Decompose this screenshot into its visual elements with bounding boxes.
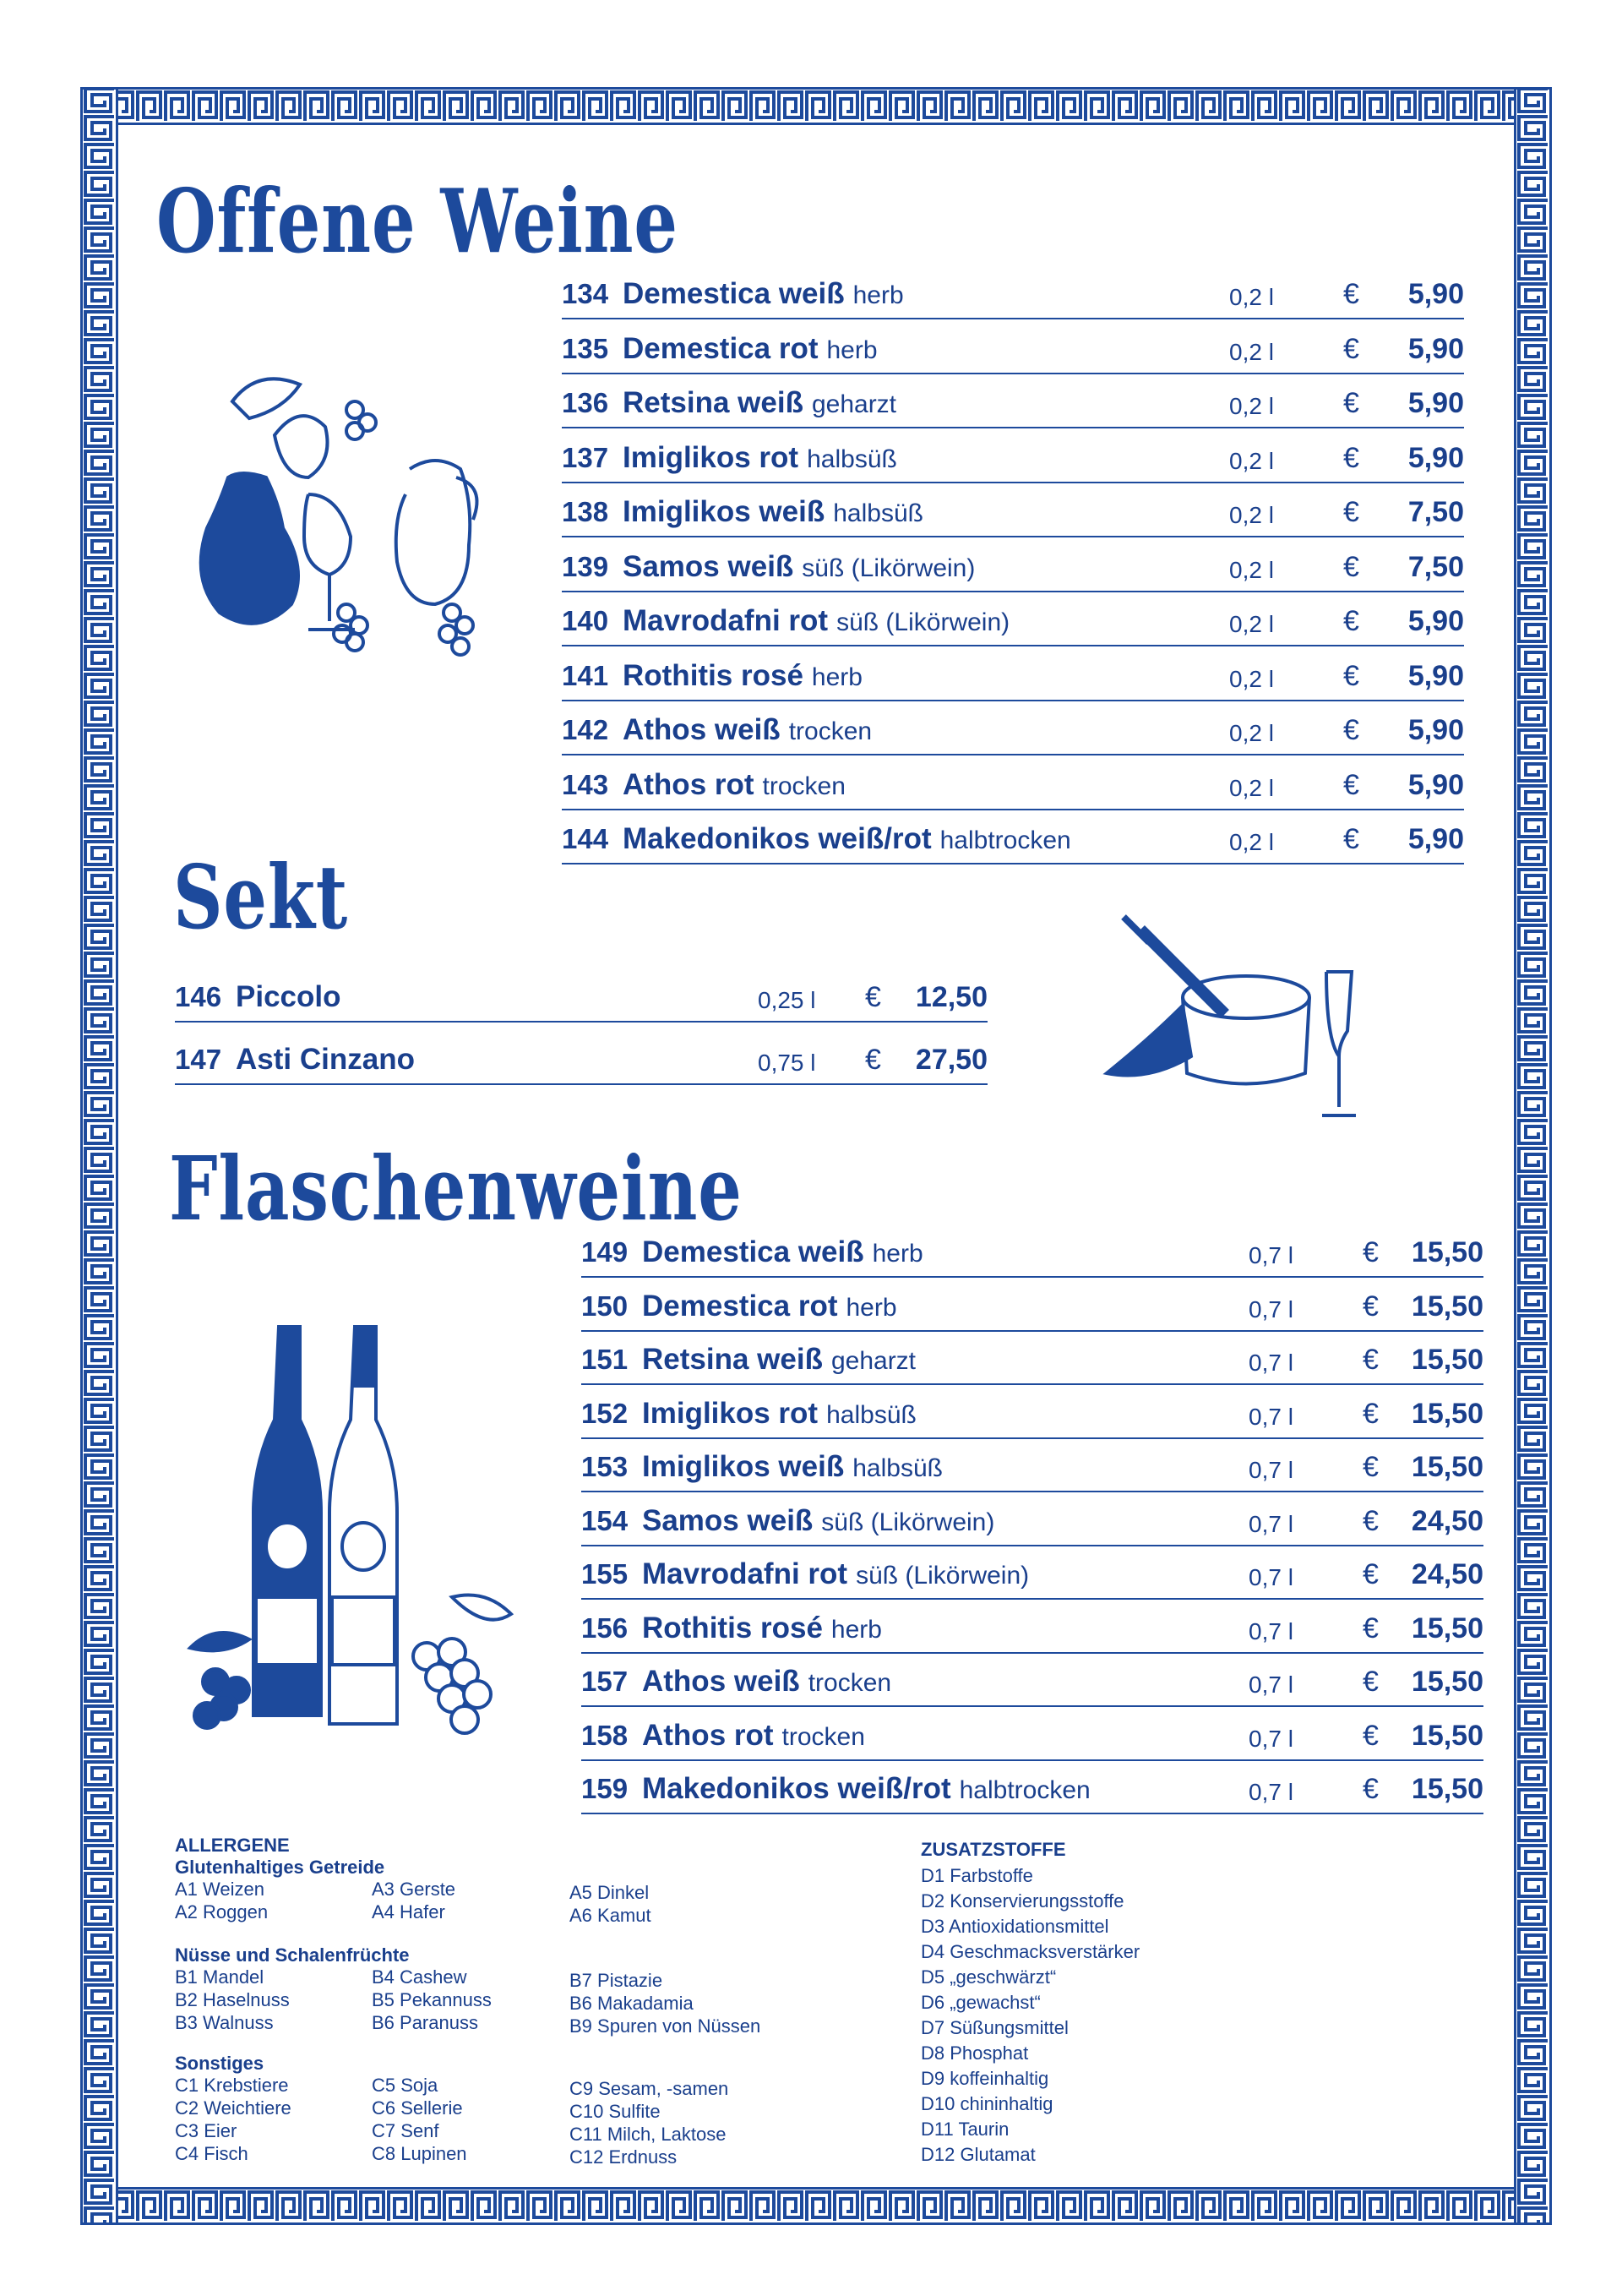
item-description: trocken — [781, 1722, 865, 1751]
offene-weine-title: Offene Weine — [156, 169, 678, 273]
item-price: 24,50 — [1411, 1504, 1483, 1537]
item-number: 138 — [562, 496, 609, 527]
menu-row-text — [562, 495, 923, 529]
item-price: 15,50 — [1411, 1290, 1483, 1323]
item-number: 156 — [581, 1612, 629, 1644]
item-description: halbtrocken — [939, 826, 1071, 854]
item-number: 154 — [581, 1504, 629, 1536]
currency-symbol: € — [1343, 659, 1359, 692]
item-name: Mavrodafni rot — [623, 604, 829, 637]
currency-symbol: € — [1363, 1773, 1379, 1805]
item-number: 153 — [581, 1451, 629, 1482]
item-number: 144 — [562, 823, 609, 854]
zusatzstoff-item: D12 Glutamat — [921, 2144, 1036, 2165]
item-price: 27,50 — [915, 1044, 988, 1076]
menu-row — [581, 1496, 1483, 1546]
item-volume: 0,2 l — [1229, 447, 1274, 474]
item-number: 140 — [562, 605, 609, 636]
menu-row-text — [562, 713, 872, 747]
item-volume: 0,2 l — [1229, 665, 1274, 692]
menu-row — [581, 1549, 1483, 1600]
menu-row — [562, 542, 1464, 592]
item-number: 151 — [581, 1344, 629, 1375]
item-description: herb — [830, 1615, 882, 1644]
allergen-item: B5 Pekannuss — [372, 1989, 492, 2010]
allergen-item: B4 Cashew — [372, 1966, 467, 1988]
item-name: Athos weiß — [623, 713, 781, 746]
item-number: 150 — [581, 1290, 629, 1322]
item-description: geharzt — [811, 390, 897, 418]
zusatzstoff-item: D9 koffeinhaltig — [921, 2068, 1049, 2089]
zusatzstoffe-list — [921, 1863, 1140, 2168]
item-name: Rothitis rosé — [642, 1611, 823, 1644]
item-number: 158 — [581, 1719, 629, 1751]
item-number: 142 — [562, 714, 609, 745]
currency-symbol: € — [1363, 1612, 1379, 1644]
item-name: Demestica rot — [642, 1289, 838, 1323]
item-name: Imiglikos weiß — [623, 495, 825, 528]
menu-row — [581, 1227, 1483, 1278]
allergen-item: A3 Gerste — [372, 1879, 456, 1900]
item-description: trocken — [808, 1669, 892, 1697]
allergen-item: B6 Paranuss — [372, 2012, 478, 2033]
currency-symbol: € — [1363, 1397, 1379, 1430]
item-description: halbsüß — [833, 499, 923, 527]
item-price: 5,90 — [1407, 768, 1464, 801]
currency-symbol: € — [1343, 714, 1359, 746]
currency-symbol: € — [1363, 1666, 1379, 1698]
item-description: halbsüß — [807, 444, 897, 473]
item-volume: 0,2 l — [1229, 829, 1274, 855]
allergen-item: C8 Lupinen — [372, 2143, 467, 2164]
item-volume: 0,7 l — [1249, 1725, 1293, 1752]
menu-row-text — [581, 1719, 865, 1753]
allergen-item: C11 Milch, Laktose — [569, 2124, 727, 2145]
champagne-bucket-icon — [1098, 913, 1377, 1141]
item-name: Samos weiß — [623, 549, 794, 583]
menu-row — [562, 378, 1464, 428]
zusatzstoff-item: D11 Taurin — [921, 2119, 1010, 2140]
item-description: halbsüß — [826, 1400, 917, 1429]
item-description: herb — [852, 281, 904, 309]
item-number: 155 — [581, 1558, 629, 1590]
item-price: 12,50 — [915, 981, 988, 1013]
zusatzstoff-item: D4 Geschmacksverstärker — [921, 1941, 1140, 1962]
item-name: Asti Cinzano — [236, 1043, 415, 1076]
menu-row-text — [581, 1397, 917, 1431]
allergen-column — [569, 1969, 760, 2037]
allergen-column — [372, 1966, 492, 2034]
menu-row-text — [581, 1450, 943, 1484]
item-price: 5,90 — [1407, 441, 1464, 474]
item-number: 137 — [562, 441, 609, 473]
item-price: 15,50 — [1411, 1719, 1483, 1752]
item-volume: 0,2 l — [1229, 393, 1274, 419]
currency-symbol: € — [1343, 496, 1359, 528]
item-description: halbsüß — [852, 1454, 943, 1482]
border-top — [80, 87, 1552, 125]
zusatzstoff-item: D6 „gewachst“ — [921, 1992, 1041, 2013]
item-price: 5,90 — [1407, 714, 1464, 746]
allergen-group-title: Glutenhaltiges Getreide — [175, 1857, 385, 1878]
item-volume: 0,2 l — [1229, 338, 1274, 365]
allergen-column — [569, 1881, 651, 1927]
allergen-column — [175, 1878, 268, 1923]
item-description: geharzt — [830, 1347, 917, 1375]
border-bottom — [80, 2187, 1552, 2225]
currency-symbol: € — [1343, 605, 1359, 637]
item-number: 147 — [175, 1044, 222, 1075]
menu-row-text — [562, 332, 878, 366]
item-price: 15,50 — [1411, 1451, 1483, 1483]
menu-row — [581, 1334, 1483, 1385]
item-price: 7,50 — [1407, 496, 1464, 528]
currency-symbol: € — [1363, 1344, 1379, 1376]
item-price: 5,90 — [1407, 823, 1464, 855]
item-number: 141 — [562, 659, 609, 691]
zusatzstoff-item: D1 Farbstoffe — [921, 1865, 1033, 1886]
allergen-item: C6 Sellerie — [372, 2097, 463, 2119]
item-number: 159 — [581, 1773, 629, 1804]
menu-row-text — [562, 441, 897, 475]
menu-row-text — [562, 659, 863, 693]
menu-row — [562, 269, 1464, 319]
item-number: 143 — [562, 768, 609, 800]
menu-row-text — [562, 550, 975, 584]
allergen-column — [372, 1878, 455, 1923]
item-name: Samos weiß — [642, 1503, 814, 1537]
allergen-item: B2 Haselnuss — [175, 1989, 290, 2010]
currency-symbol: € — [865, 981, 881, 1013]
allergen-group-title: Sonstiges — [175, 2053, 264, 2074]
item-description: trocken — [762, 772, 846, 800]
currency-symbol: € — [1363, 1290, 1379, 1323]
item-name: Makedonikos weiß/rot — [642, 1772, 951, 1805]
allergen-item: B9 Spuren von Nüssen — [569, 2015, 761, 2037]
item-name: Athos weiß — [642, 1665, 800, 1698]
currency-symbol: € — [1363, 1504, 1379, 1537]
currency-symbol: € — [1343, 441, 1359, 474]
zusatzstoffe-title: ZUSATZSTOFFE — [921, 1839, 1066, 1860]
item-price: 5,90 — [1407, 278, 1464, 310]
item-name: Demestica weiß — [623, 277, 845, 310]
item-volume: 0,7 l — [1249, 1510, 1293, 1537]
currency-symbol: € — [1343, 823, 1359, 855]
allergen-item: A1 Weizen — [175, 1879, 264, 1900]
menu-row — [562, 433, 1464, 483]
zusatzstoff-item: D2 Konservierungsstoffe — [921, 1890, 1124, 1912]
menu-row — [175, 1034, 988, 1085]
menu-row — [581, 1442, 1483, 1492]
item-volume: 0,7 l — [1249, 1350, 1293, 1376]
item-volume: 0,7 l — [1249, 1617, 1293, 1644]
menu-row — [581, 1764, 1483, 1814]
item-price: 24,50 — [1411, 1558, 1483, 1590]
item-number: 146 — [175, 981, 222, 1012]
currency-symbol: € — [1343, 332, 1359, 365]
item-price: 15,50 — [1411, 1612, 1483, 1644]
menu-row-text — [581, 1290, 897, 1323]
allergen-item: A2 Roggen — [175, 1901, 269, 1922]
item-name: Makedonikos weiß/rot — [623, 822, 932, 855]
item-price: 15,50 — [1411, 1344, 1483, 1376]
item-price: 15,50 — [1411, 1397, 1483, 1430]
zusatzstoff-item: D5 „geschwärzt“ — [921, 1966, 1057, 1988]
allergen-item: C9 Sesam, -samen — [569, 2078, 729, 2099]
item-price: 15,50 — [1411, 1666, 1483, 1698]
menu-row-text — [581, 1557, 1029, 1591]
allergen-item: B3 Walnuss — [175, 2012, 274, 2033]
zusatzstoff-item: D10 chininhaltig — [921, 2093, 1053, 2114]
item-description: süß (Likörwein) — [836, 608, 1010, 636]
item-description: herb — [811, 663, 863, 691]
menu-row-text — [581, 1504, 994, 1538]
menu-row-text — [562, 277, 904, 311]
menu-row — [562, 651, 1464, 701]
menu-row — [562, 596, 1464, 646]
item-price: 5,90 — [1407, 332, 1464, 365]
currency-symbol: € — [865, 1044, 881, 1076]
allergen-item: B7 Pistazie — [569, 1970, 663, 1991]
item-name: Imiglikos weiß — [642, 1450, 845, 1483]
currency-symbol: € — [1343, 550, 1359, 583]
allergen-item: B1 Mandel — [175, 1966, 264, 1988]
menu-row-text — [581, 1235, 923, 1269]
menu-row — [175, 972, 988, 1023]
item-volume: 0,2 l — [1229, 720, 1274, 746]
item-number: 152 — [581, 1397, 629, 1429]
item-number: 134 — [562, 278, 609, 309]
currency-symbol: € — [1363, 1236, 1379, 1268]
zusatzstoff-item: D8 Phosphat — [921, 2042, 1029, 2064]
menu-row-text — [175, 1043, 415, 1077]
allergen-column — [372, 2074, 467, 2165]
menu-row-text — [581, 1612, 882, 1645]
menu-row — [562, 705, 1464, 755]
zusatzstoff-item: D7 Süßungsmittel — [921, 2017, 1069, 2038]
menu-row — [581, 1603, 1483, 1654]
menu-row — [562, 324, 1464, 374]
item-name: Demestica weiß — [642, 1235, 864, 1268]
item-description: herb — [826, 335, 878, 364]
menu-row — [581, 1281, 1483, 1332]
zusatzstoff-item: D3 Antioxidationsmittel — [921, 1916, 1109, 1937]
item-volume: 0,2 l — [1229, 774, 1274, 801]
item-name: Retsina weiß — [642, 1343, 823, 1376]
item-volume: 0,25 l — [758, 987, 816, 1013]
menu-row-text — [581, 1772, 1091, 1806]
menu-row-text — [562, 386, 896, 420]
item-number: 135 — [562, 332, 609, 364]
allergen-item: C10 Sulfite — [569, 2101, 661, 2122]
allergen-column — [569, 2077, 728, 2168]
menu-row-text — [581, 1665, 891, 1699]
item-volume: 0,2 l — [1229, 284, 1274, 310]
item-description: süß (Likörwein) — [802, 554, 976, 582]
item-volume: 0,7 l — [1249, 1403, 1293, 1430]
allergen-item: C3 Eier — [175, 2120, 237, 2141]
menu-row-text — [175, 980, 340, 1014]
allergene-title: ALLERGENE — [175, 1835, 290, 1856]
menu-row-text — [562, 822, 1071, 856]
menu-row-text — [581, 1343, 916, 1377]
wine-bottles-icon — [173, 1318, 528, 1741]
item-name: Rothitis rosé — [623, 658, 803, 692]
item-description: süß (Likörwein) — [821, 1508, 995, 1536]
item-volume: 0,7 l — [1249, 1779, 1293, 1805]
item-volume: 0,7 l — [1249, 1295, 1293, 1323]
border-right — [1514, 87, 1552, 2225]
menu-row — [562, 814, 1464, 864]
item-number: 139 — [562, 550, 609, 582]
item-description: halbtrocken — [959, 1776, 1091, 1804]
item-name: Athos rot — [642, 1718, 774, 1752]
item-volume: 0,7 l — [1249, 1457, 1293, 1483]
menu-row — [581, 1388, 1483, 1439]
item-volume: 0,2 l — [1229, 556, 1274, 583]
item-volume: 0,2 l — [1229, 611, 1274, 637]
allergen-item: B6 Makadamia — [569, 1993, 694, 2014]
allergen-item: A4 Hafer — [372, 1901, 445, 1922]
item-name: Imiglikos rot — [642, 1396, 819, 1430]
allergen-column — [175, 2074, 291, 2165]
allergen-item: A6 Kamut — [569, 1905, 651, 1926]
item-name: Demestica rot — [623, 331, 819, 365]
menu-row — [581, 1656, 1483, 1707]
item-description: trocken — [788, 717, 873, 745]
menu-row-text — [562, 604, 1010, 638]
currency-symbol: € — [1363, 1719, 1379, 1752]
border-left — [80, 87, 118, 2225]
item-name: Piccolo — [236, 980, 341, 1013]
item-number: 149 — [581, 1236, 629, 1268]
item-price: 15,50 — [1411, 1236, 1483, 1268]
menu-row — [562, 487, 1464, 537]
item-description: süß (Likörwein) — [856, 1562, 1030, 1590]
item-volume: 0,2 l — [1229, 502, 1274, 528]
item-volume: 0,7 l — [1249, 1672, 1293, 1698]
currency-symbol: € — [1363, 1451, 1379, 1483]
menu-row-text — [562, 768, 846, 802]
allergen-item: A5 Dinkel — [569, 1882, 650, 1903]
item-name: Retsina weiß — [623, 386, 803, 419]
allergen-item: C4 Fisch — [175, 2143, 248, 2164]
item-description: herb — [872, 1240, 923, 1268]
flaschenweine-title: Flaschenweine — [169, 1137, 743, 1241]
wine-jug-grapes-icon — [182, 351, 520, 663]
item-description: herb — [846, 1293, 897, 1322]
allergen-column — [175, 1966, 290, 2034]
menu-row — [562, 760, 1464, 810]
allergen-group-title: Nüsse und Schalenfrüchte — [175, 1944, 410, 1966]
item-volume: 0,7 l — [1249, 1242, 1293, 1268]
item-price: 5,90 — [1407, 659, 1464, 692]
item-name: Athos rot — [623, 767, 754, 801]
currency-symbol: € — [1363, 1558, 1379, 1590]
item-number: 157 — [581, 1666, 629, 1697]
allergen-item: C7 Senf — [372, 2120, 439, 2141]
item-name: Mavrodafni rot — [642, 1557, 848, 1590]
item-volume: 0,75 l — [758, 1050, 816, 1076]
currency-symbol: € — [1343, 768, 1359, 801]
item-price: 5,90 — [1407, 605, 1464, 637]
item-name: Imiglikos rot — [623, 440, 799, 474]
item-price: 15,50 — [1411, 1773, 1483, 1805]
allergen-item: C1 Krebstiere — [175, 2075, 289, 2096]
item-number: 136 — [562, 387, 609, 418]
item-price: 7,50 — [1407, 550, 1464, 583]
sekt-title: Sekt — [173, 845, 348, 949]
item-price: 5,90 — [1407, 387, 1464, 419]
item-volume: 0,7 l — [1249, 1564, 1293, 1590]
allergen-item: C12 Erdnuss — [569, 2146, 678, 2168]
currency-symbol: € — [1343, 278, 1359, 310]
currency-symbol: € — [1343, 387, 1359, 419]
menu-row — [581, 1710, 1483, 1761]
allergen-item: C5 Soja — [372, 2075, 438, 2096]
allergen-item: C2 Weichtiere — [175, 2097, 291, 2119]
